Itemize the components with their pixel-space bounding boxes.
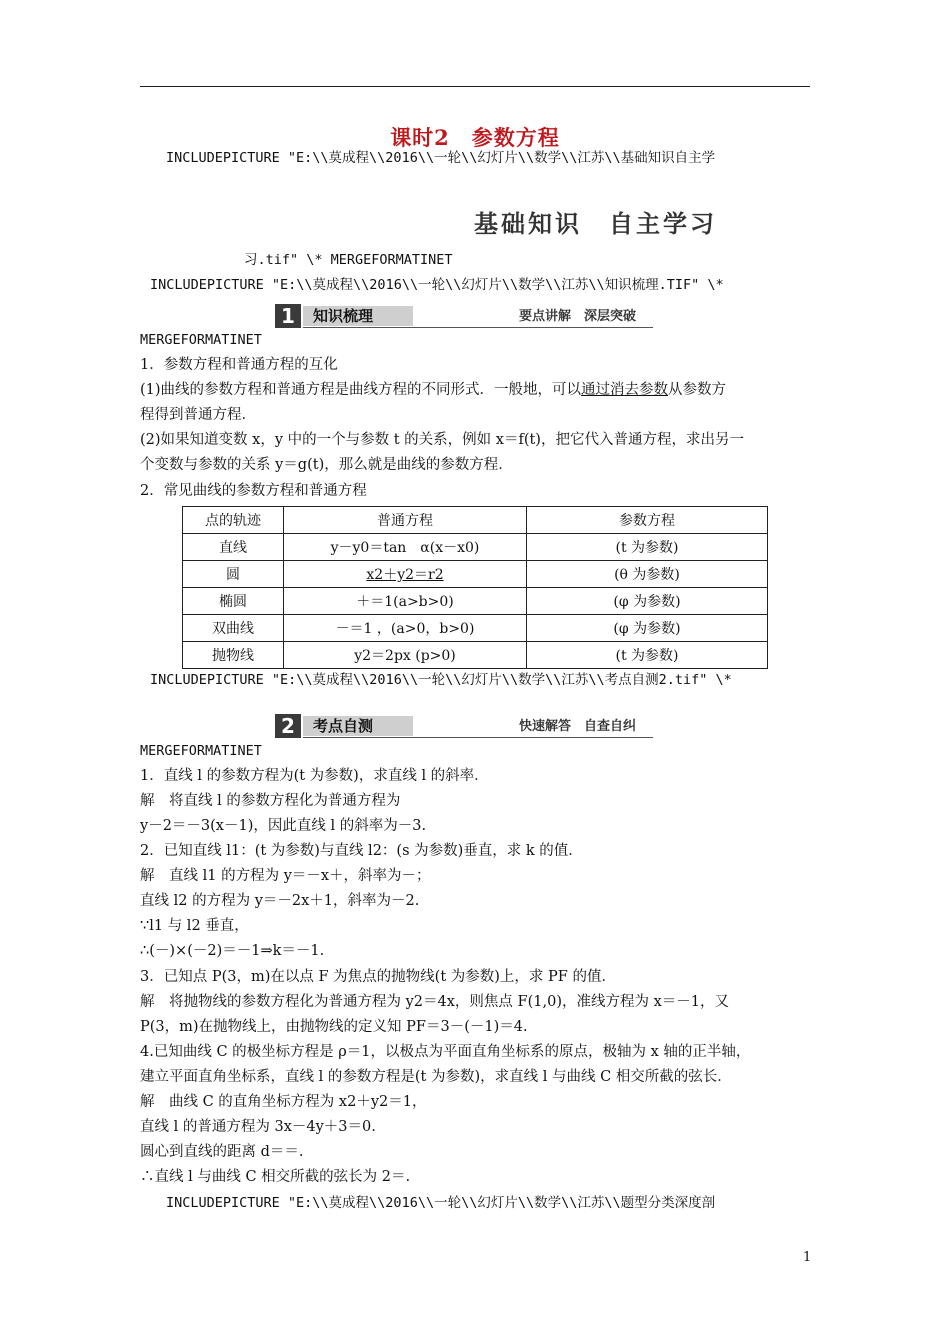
- table-row: [183, 561, 768, 588]
- item2-title: 2．常见曲线的参数方程和普通方程: [140, 483, 367, 499]
- item1-para1-text-b: 从参数方: [668, 382, 727, 398]
- item1-para1-underlined: 通过消去参数: [581, 382, 669, 398]
- exercise-line: 直线 l2 的方程为 y＝－2x＋1，斜率为－2.: [140, 893, 420, 909]
- include-field-4: INCLUDEPICTURE "E:\\莫成程\\2016\\一轮\\幻灯片\\数学\\江苏\\题型分类深度剖: [166, 1195, 716, 1211]
- merge-field-2: MERGEFORMATINET: [140, 743, 262, 759]
- table-row: [183, 588, 768, 615]
- header-rule: [140, 86, 810, 87]
- include-field-3: INCLUDEPICTURE "E:\\莫成程\\2016\\一轮\\幻灯片\\数学\\江苏\\考点自测2.tif" \*: [150, 672, 732, 688]
- exercise-line: ∴直线 l 与曲线 C 相交所截的弦长为 2＝.: [140, 1169, 411, 1185]
- exercise-line: 直线 l 的普通方程为 3x－4y＋3＝0.: [140, 1119, 376, 1135]
- table-cell: (φ 为参数): [527, 615, 768, 642]
- table-cell: x2＋y2＝r2: [284, 561, 527, 588]
- table-cell: 直线: [183, 534, 284, 561]
- banner-rule: [303, 327, 653, 328]
- exercise-line: 4.已知曲线 C 的极坐标方程是 ρ＝1，以极点为平面直角坐标系的原点，极轴为 x 轴的正半轴，: [140, 1044, 751, 1060]
- exercise-line: 3．已知点 P(3，m)在以点 F 为焦点的抛物线(t 为参数)上，求 PF 的值．: [140, 969, 616, 985]
- merge-field-1: MERGEFORMATINET: [140, 332, 262, 348]
- table-header-cell: 普通方程: [284, 507, 527, 534]
- banner-number: 1: [275, 304, 301, 328]
- table-cell: (t 为参数): [527, 534, 768, 561]
- page-number: 1: [803, 1250, 812, 1265]
- table-cell: 椭圆: [183, 588, 284, 615]
- table-header-cell: 点的轨迹: [183, 507, 284, 534]
- include-field-1-tail: 习.tif" \* MERGEFORMATINET: [244, 252, 453, 268]
- item1-para1-line1: [140, 380, 726, 400]
- table-row: [183, 534, 768, 561]
- banner-number: 2: [275, 714, 301, 738]
- exercise-line: ∴(－)×(－2)＝－1⇒k＝－1.: [140, 943, 325, 959]
- table-cell: 双曲线: [183, 615, 284, 642]
- banner-label: 知识梳理: [313, 307, 374, 325]
- exercise-line: P(3，m)在抛物线上，由抛物线的定义知 PF＝3－(－1)＝4.: [140, 1019, 528, 1035]
- banner-self-test: [275, 714, 655, 738]
- exercise-line: 解 将抛物线的参数方程化为普通方程为 y2＝4x，则焦点 F(1,0)，准线方程为 x＝－1，又: [140, 994, 729, 1010]
- table-cell: ＋＝1(a>b>0): [284, 588, 527, 615]
- table-row: [183, 642, 768, 669]
- include-field-2: INCLUDEPICTURE "E:\\莫成程\\2016\\一轮\\幻灯片\\数学\\江苏\\知识梳理.TIF" \*: [150, 277, 724, 293]
- exercise-line: y－2＝－3(x－1)，因此直线 l 的斜率为－3.: [140, 818, 427, 834]
- banner-subtitle: 要点讲解 深层突破: [519, 309, 637, 324]
- table-cell: 抛物线: [183, 642, 284, 669]
- item1-para2-line1: (2)如果知道变数 x，y 中的一个与参数 t 的关系，例如 x＝f(t)，把它代入普通方程，求出另一: [140, 432, 744, 448]
- banner-label: 考点自测: [313, 717, 374, 735]
- include-field-1: INCLUDEPICTURE "E:\\莫成程\\2016\\一轮\\幻灯片\\数学\\江苏\\基础知识自主学: [166, 150, 716, 166]
- table-cell: (φ 为参数): [527, 588, 768, 615]
- table-cell: 圆: [183, 561, 284, 588]
- item1-para1-line2: 程得到普通方程．: [140, 407, 256, 423]
- banner-knowledge: [275, 304, 655, 328]
- page-title: 课时2 参数方程: [390, 125, 560, 150]
- exercise-line: 解 曲线 C 的直角坐标方程为 x2＋y2＝1，: [140, 1094, 427, 1110]
- banner-subtitle: 快速解答 自查自纠: [519, 719, 637, 734]
- table-cell: (t 为参数): [527, 642, 768, 669]
- exercise-line: 解 将直线 l 的参数方程化为普通方程为: [140, 793, 401, 809]
- table-cell: －＝1 ，(a>0，b>0): [284, 615, 527, 642]
- exercise-line: 解 直线 l1 的方程为 y＝－x＋，斜率为－；: [140, 868, 431, 884]
- table-header-cell: 参数方程: [527, 507, 768, 534]
- section-heading-image-text: 基础知识 自主学习: [474, 210, 717, 238]
- exercise-line: 建立平面直角坐标系，直线 l 的参数方程是(t 为参数)，求直线 l 与曲线 C 相交所截的弦长．: [140, 1069, 732, 1085]
- table-cell: (θ 为参数): [527, 561, 768, 588]
- table-cell: y2＝2px (p>0): [284, 642, 527, 669]
- item1-para2-line2: 个变数与参数的关系 y＝g(t)，那么就是曲线的参数方程．: [140, 457, 513, 473]
- item1-title: 1．参数方程和普通方程的互化: [140, 357, 338, 373]
- exercise-line: ∵l1 与 l2 垂直，: [140, 918, 249, 934]
- table-row: [183, 615, 768, 642]
- table-cell: y－y0＝tan α(x－x0): [284, 534, 527, 561]
- item1-para1-text-a: (1)曲线的参数方程和普通方程是曲线方程的不同形式．一般地，可以: [140, 382, 582, 398]
- curves-table: [182, 506, 768, 669]
- exercise-line: 2．已知直线 l1：(t 为参数)与直线 l2：(s 为参数)垂直，求 k 的值．: [140, 843, 583, 859]
- exercise-line: 1．直线 l 的参数方程为(t 为参数)，求直线 l 的斜率．: [140, 768, 489, 784]
- exercise-line: 圆心到直线的距离 d＝＝.: [140, 1144, 304, 1160]
- table-header-row: [183, 507, 768, 534]
- banner-rule: [303, 737, 653, 738]
